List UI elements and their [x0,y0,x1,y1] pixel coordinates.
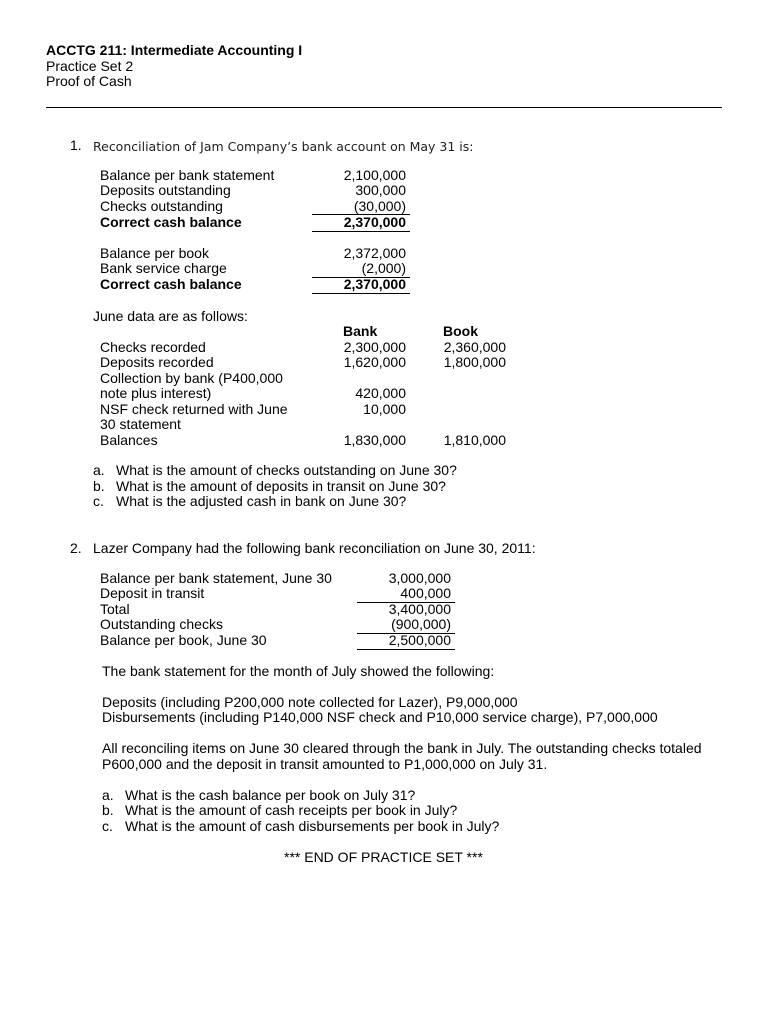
q1-col-book: Book [443,323,478,339]
q1-june-bank-3: 420,000 [355,385,406,401]
q1-bank-value-2: (30,000) [353,198,406,214]
q2-question-c-letter: c. [102,818,113,834]
q1-june-label-5: 30 statement [100,416,181,432]
q1-bank-value-1: 300,000 [355,182,406,198]
q1-bank-label-2: Checks outstanding [100,198,223,214]
q2-label-3: Outstanding checks [100,616,223,632]
q1-book-label-0: Balance per book [100,245,209,261]
q2-deposits-line: Deposits (including P200,000 note collected for Lazer), P9,000,000 [102,694,518,710]
q1-number: 1. [70,137,82,153]
q1-june-label-2: Collection by bank (P400,000 [100,370,283,386]
q1-bank-label-3: Correct cash balance [100,214,242,230]
q2-question-b: What is the amount of cash receipts per book in July? [125,802,458,818]
q1-question-b: What is the amount of deposits in transit on June 30? [116,478,446,494]
q1-book-value-0: 2,372,000 [343,245,406,261]
q2-number: 2. [70,540,82,556]
q1-june-label-6: Balances [100,432,158,448]
q1-bank-bottom-line [312,231,410,232]
q1-june-label-0: Checks recorded [100,339,206,355]
q2-intro: Lazer Company had the following bank reconciliation on June 30, 2011: [93,540,536,556]
q2-value-3: (900,000) [391,616,451,632]
q1-june-bank-0: 2,300,000 [343,339,406,355]
q1-june-label-1: Deposits recorded [100,354,214,370]
q1-june-intro: June data are as follows: [93,308,248,324]
course-title: ACCTG 211: Intermediate Accounting I [46,42,303,58]
q1-question-c: What is the adjusted cash in bank on June 30? [116,493,407,509]
q1-june-bank-6: 1,830,000 [343,432,406,448]
q2-label-2: Total [100,601,130,617]
q2-question-a-letter: a. [102,787,114,803]
q2-underline-3 [357,649,455,650]
q2-label-1: Deposit in transit [100,585,205,601]
q2-disbursements-line: Disbursements (including P140,000 NSF check and P10,000 service charge), P7,000,000 [102,709,658,725]
q1-question-b-letter: b. [93,478,105,494]
q1-col-bank: Bank [343,323,378,339]
header-divider [46,107,722,108]
q1-june-label-3: note plus interest) [100,385,212,401]
q1-book-value-2: 2,370,000 [343,276,406,292]
q2-statement-intro: The bank statement for the month of July showed the following: [102,663,495,679]
q1-bank-value-3: 2,370,000 [343,214,406,230]
q2-label-4: Balance per book, June 30 [100,632,267,648]
q1-bank-label-1: Deposits outstanding [100,182,231,198]
q1-book-bottom-line [312,293,410,294]
q1-june-book-6: 1,810,000 [443,432,506,448]
practice-set-label: Practice Set 2 [46,58,134,74]
q1-june-bank-1: 1,620,000 [343,354,406,370]
end-of-set-footer: *** END OF PRACTICE SET *** [284,849,483,865]
q2-label-0: Balance per bank statement, June 30 [100,570,332,586]
q2-value-2: 3,400,000 [388,601,451,617]
q1-question-c-letter: c. [93,493,104,509]
q2-value-0: 3,000,000 [388,570,451,586]
q1-june-bank-4: 10,000 [363,401,406,417]
q2-paragraph-line2: P600,000 and the deposit in transit amounted to P1,000,000 on July 31. [102,756,548,772]
q1-book-label-1: Bank service charge [100,260,227,276]
q2-value-1: 400,000 [400,585,451,601]
q1-june-label-4: NSF check returned with June [100,401,288,417]
q1-intro: Reconciliation of Jam Company’s bank account on May 31 is: [93,139,474,154]
q2-question-c: What is the amount of cash disbursements per book in July? [125,818,500,834]
q1-bank-label-0: Balance per bank statement [100,167,275,183]
q1-june-book-0: 2,360,000 [443,339,506,355]
q1-question-a-letter: a. [93,462,105,478]
q1-book-label-2: Correct cash balance [100,276,242,292]
topic-label: Proof of Cash [46,73,132,89]
q1-bank-value-0: 2,100,000 [343,167,406,183]
q1-question-a: What is the amount of checks outstanding on June 30? [116,462,457,478]
q2-value-4: 2,500,000 [388,632,451,648]
q1-june-book-1: 1,800,000 [443,354,506,370]
q2-question-a: What is the cash balance per book on July 31? [125,787,416,803]
q2-question-b-letter: b. [102,802,114,818]
q1-book-value-1: (2,000) [361,260,406,276]
q2-paragraph-line1: All reconciling items on June 30 cleared through the bank in July. The outstanding checks totaled [102,740,702,756]
